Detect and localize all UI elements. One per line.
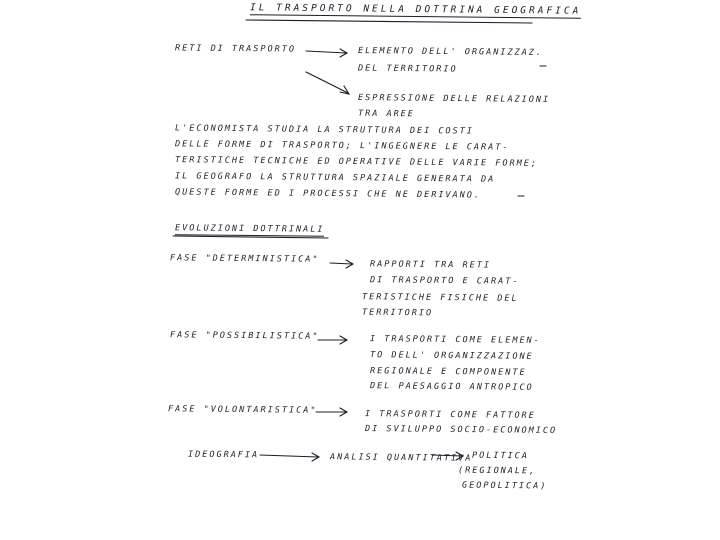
paragraph-line-5: QUESTE FORME ED I PROCESSI CHE NE DERIVANO. <box>174 187 482 201</box>
reti-target-1-line-2: DEL TERRITORIO <box>357 63 458 75</box>
fase-deterministica-line-4: TERRITORIO <box>361 307 434 319</box>
politica-line-2: (REGIONALE, <box>457 465 537 477</box>
fase-possibilistica-line-2: TO DELL' ORGANIZZAZIONE <box>369 350 534 362</box>
arrow-deterministica <box>330 260 353 268</box>
reti-target-2-line-2: TRA AREE <box>357 108 416 120</box>
arrow-possibilistica <box>318 336 347 344</box>
ideografia-label: IDEOGRAFIA <box>187 449 260 461</box>
paragraph-line-4: IL GEOGRAFO LA STRUTTURA SPAZIALE GENERATA DA <box>174 171 496 185</box>
fase-volontaristica-line-1: I TRASPORTI COME FATTORE <box>364 409 536 421</box>
section-heading-underline <box>173 236 328 238</box>
fase-volontaristica-line-2: DI SVILUPPO SOCIO-ECONOMICO <box>364 423 558 437</box>
fase-deterministica-label: FASE "DETERMINISTICA" <box>169 253 320 265</box>
reti-label: RETI DI TRASPORTO <box>174 43 297 55</box>
title-underline-stroke <box>246 20 532 23</box>
arrow-ideografia <box>260 453 319 461</box>
fase-deterministica-line-1: RAPPORTI TRA RETI <box>369 259 492 271</box>
politica-line-3: GEOPOLITICA) <box>461 480 548 492</box>
fase-possibilistica-line-4: DEL PAESAGGIO ANTROPICO <box>369 381 534 393</box>
arrow-volontaristica <box>316 408 347 416</box>
fase-deterministica-line-3: TERISTICHE FISICHE DEL <box>361 292 519 304</box>
analisi-quantitativa-label: ANALISI QUANTITATIVA <box>329 452 473 464</box>
fase-volontaristica-label: FASE "VOLONTARISTICA" <box>167 404 318 416</box>
politica-line-1: POLITICA <box>471 450 530 462</box>
fase-deterministica-line-2: DI TRASPORTO E CARAT- <box>369 275 520 287</box>
paragraph-line-2: DELLE FORME DI TRASPORTO; L'INGEGNERE LE CARAT- <box>174 139 510 153</box>
page-title: IL TRASPORTO NELLA DOTTRINA GEOGRAFICA <box>249 2 582 17</box>
paragraph-line-1: L'ECONOMISTA STUDIA LA STRUTTURA DEI COSTI <box>174 123 474 137</box>
arrow-analisi <box>432 452 463 460</box>
arrow-reti-to-elemento <box>306 49 347 57</box>
fase-possibilistica-line-3: REGIONALE E COMPONENTE <box>369 366 527 378</box>
reti-target-1-line-1: ELEMENTO DELL' ORGANIZZAZ. <box>357 46 544 58</box>
fase-possibilistica-label: FASE "POSSIBILISTICA" <box>169 330 320 342</box>
fase-possibilistica-line-1: I TRASPORTI COME ELEMEN- <box>369 334 541 346</box>
section-heading: EVOLUZIONI DOTTRINALI <box>174 223 325 235</box>
arrow-reti-to-espressione <box>306 72 349 94</box>
reti-target-2-line-1: ESPRESSIONE DELLE RELAZIONI <box>357 92 551 106</box>
paragraph-line-3: TERISTICHE TECNICHE ED OPERATIVE DELLE VARIE FORME; <box>174 155 539 169</box>
